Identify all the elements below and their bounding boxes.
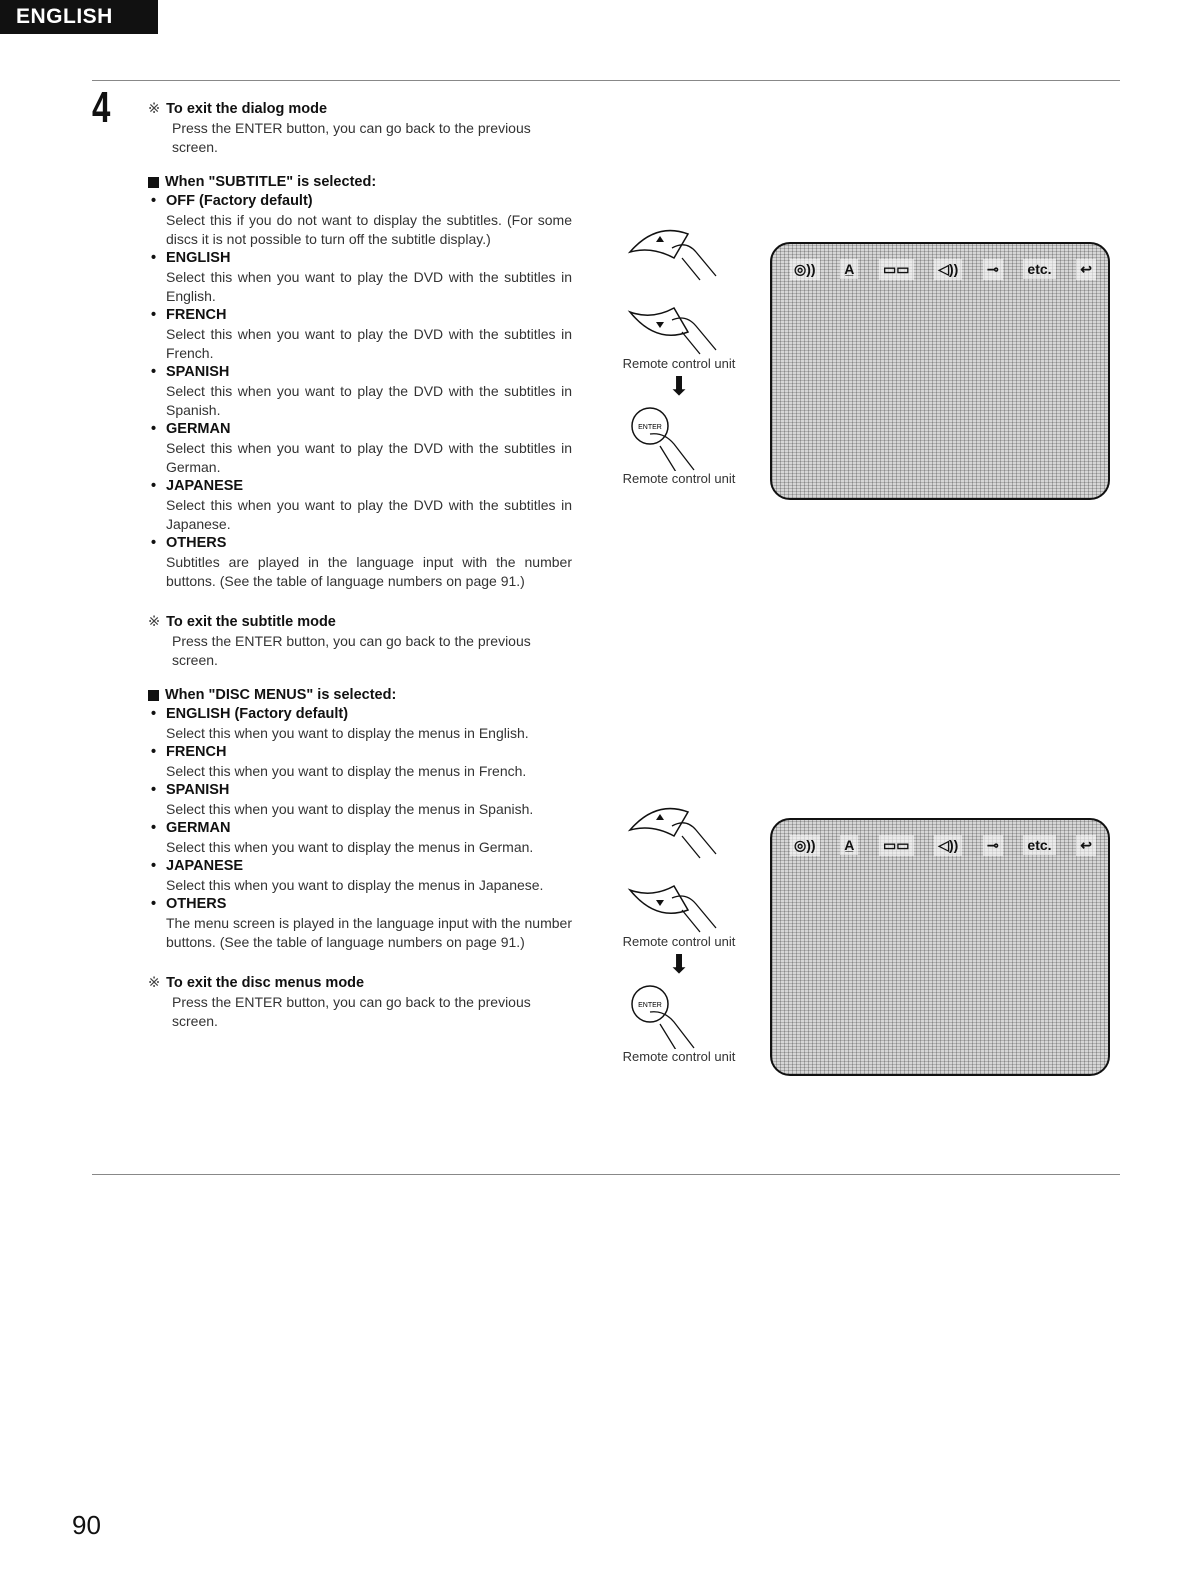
osd-screen-subtitle [770, 242, 1110, 500]
step-number: 4 [92, 83, 111, 132]
enter-button-icon [616, 979, 726, 1049]
option-item [148, 534, 572, 591]
language-icon: A̲ [840, 835, 858, 855]
option-desc: Select this when you want to play the DVD with the subtitles in English. [166, 269, 572, 304]
key-icon: ⊸ [983, 835, 1003, 856]
main-text-column [148, 100, 572, 1031]
option-name: • FRENCH [148, 743, 572, 762]
note-body: Press the ENTER button, you can go back to the previous screen. [172, 994, 531, 1029]
svg-text:ENTER: ENTER [638, 424, 662, 431]
option-item [148, 895, 572, 952]
up-cursor-button-icon [616, 218, 726, 282]
option-desc: Select this when you want to display the menus in Spanish. [166, 801, 534, 817]
option-desc: Select this when you want to play the DVD with the subtitles in German. [166, 440, 572, 475]
down-arrow-icon: ⬇ [668, 949, 690, 979]
option-name: • GERMAN [148, 420, 572, 439]
reference-mark-icon: ※ [148, 975, 161, 991]
picture-icon: ▭▭ [879, 259, 913, 280]
remote-illustration-subtitle [604, 218, 754, 486]
section-title: When "SUBTITLE" is selected: [165, 174, 377, 190]
up-cursor-button-icon [616, 796, 726, 860]
option-desc: Select this when you want to play the DVD with the subtitles in French. [166, 326, 572, 361]
etc-icon: etc. [1023, 259, 1055, 279]
option-name: • ENGLISH (Factory default) [148, 705, 572, 724]
remote-illustration-disc-menus [604, 796, 754, 1064]
reference-mark-icon: ※ [148, 614, 161, 630]
option-item [148, 781, 572, 819]
top-divider [92, 80, 1120, 81]
option-desc: Select this when you want to display the menus in English. [166, 725, 529, 741]
osd-icon-bar [790, 254, 1096, 284]
option-name: • SPANISH [148, 781, 572, 800]
option-name: • ENGLISH [148, 249, 572, 268]
remote-caption: Remote control unit [622, 471, 736, 486]
return-icon: ↩ [1076, 259, 1096, 280]
disc-menus-section [148, 686, 572, 952]
picture-icon: ▭▭ [879, 835, 913, 856]
option-desc: Select this when you want to display the menus in French. [166, 763, 527, 779]
bottom-divider [92, 1174, 1120, 1175]
section-title: When "DISC MENUS" is selected: [165, 687, 397, 703]
note-title: To exit the disc menus mode [166, 975, 365, 991]
option-name: • FRENCH [148, 306, 572, 325]
note-exit-subtitle [148, 613, 572, 670]
audio-icon: ◁)) [934, 259, 962, 280]
option-item [148, 363, 572, 420]
language-icon: A̲ [840, 259, 858, 279]
option-item [148, 743, 572, 781]
enter-button-icon [616, 401, 726, 471]
return-icon: ↩ [1076, 835, 1096, 856]
svg-text:ENTER: ENTER [638, 1002, 662, 1009]
osd-icon-bar [790, 830, 1096, 860]
note-exit-disc-menus [148, 974, 572, 1031]
option-name: • JAPANESE [148, 477, 572, 496]
reference-mark-icon: ※ [148, 101, 161, 117]
option-item [148, 857, 572, 895]
option-name: • GERMAN [148, 819, 572, 838]
option-name: • OTHERS [148, 895, 572, 914]
audio-icon: ◁)) [934, 835, 962, 856]
option-name: • OFF (Factory default) [148, 192, 572, 211]
language-tab: ENGLISH [0, 0, 158, 34]
remote-caption: Remote control unit [622, 934, 736, 949]
option-item [148, 420, 572, 477]
remote-caption: Remote control unit [622, 356, 736, 371]
option-item [148, 705, 572, 743]
option-name: • JAPANESE [148, 857, 572, 876]
disc-icon: ◎)) [790, 835, 820, 856]
option-item [148, 477, 572, 534]
option-desc: Select this when you want to play the DVD with the subtitles in Japanese. [166, 497, 572, 532]
option-item [148, 819, 572, 857]
option-desc: Select this if you do not want to display the subtitles. (For some discs it is not possible to turn off the subtitle display.) [166, 212, 572, 247]
option-name: • OTHERS [148, 534, 572, 553]
option-desc: Subtitles are played in the language input with the number buttons. (See the table of language numbers on page 91.) [166, 554, 572, 589]
down-arrow-icon: ⬇ [668, 371, 690, 401]
option-item [148, 249, 572, 306]
note-title: To exit the subtitle mode [166, 614, 336, 630]
note-exit-dialog [148, 100, 572, 157]
disc-icon: ◎)) [790, 259, 820, 280]
option-desc: Select this when you want to display the menus in Japanese. [166, 877, 544, 893]
page-number: 90 [72, 1510, 101, 1540]
note-title: To exit the dialog mode [166, 101, 328, 117]
option-desc: Select this when you want to play the DVD with the subtitles in Spanish. [166, 383, 572, 418]
osd-screen-disc-menus [770, 818, 1110, 1076]
down-cursor-button-icon [616, 292, 726, 356]
note-body: Press the ENTER button, you can go back to the previous screen. [172, 633, 531, 668]
option-item [148, 306, 572, 363]
etc-icon: etc. [1023, 835, 1055, 855]
key-icon: ⊸ [983, 259, 1003, 280]
remote-caption: Remote control unit [622, 1049, 736, 1064]
option-name: • SPANISH [148, 363, 572, 382]
note-body: Press the ENTER button, you can go back to the previous screen. [172, 120, 531, 155]
square-bullet-icon [148, 690, 159, 701]
subtitle-section [148, 173, 572, 591]
option-item [148, 192, 572, 249]
option-desc: The menu screen is played in the language input with the number buttons. (See the table of language numbers on page 91.) [166, 915, 572, 950]
option-desc: Select this when you want to display the menus in German. [166, 839, 534, 855]
down-cursor-button-icon [616, 870, 726, 934]
square-bullet-icon [148, 177, 159, 188]
